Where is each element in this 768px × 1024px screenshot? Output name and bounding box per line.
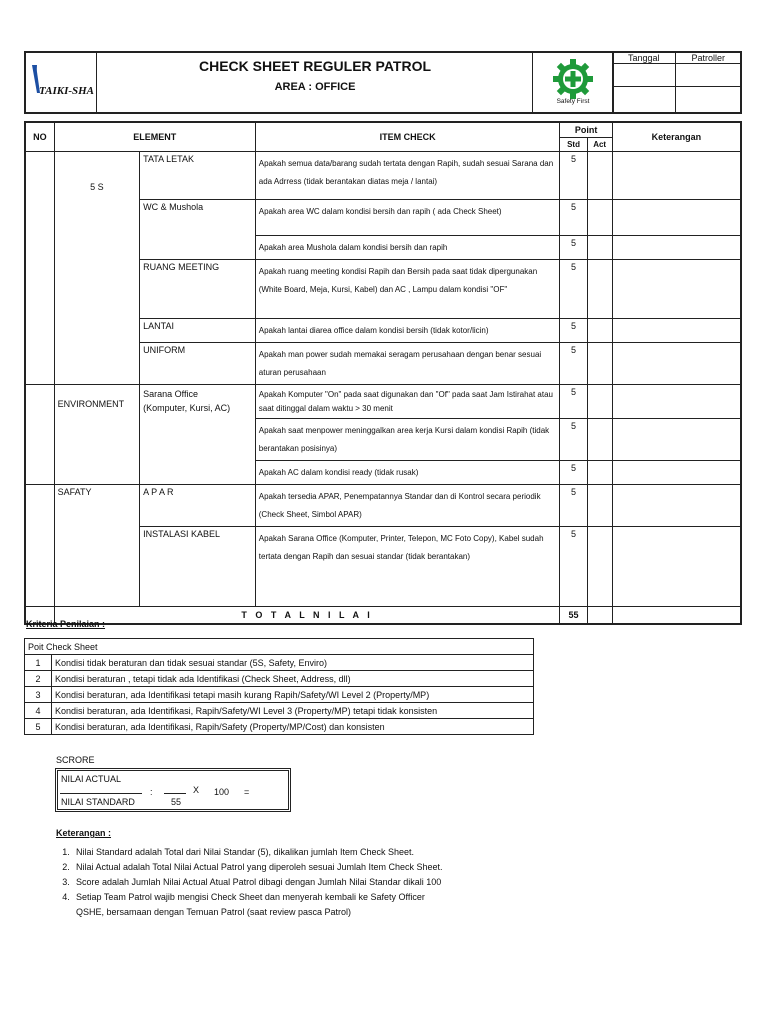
no-cell — [25, 152, 54, 385]
patroller-label: Patroller — [675, 52, 741, 64]
col-std: Std — [560, 138, 587, 152]
std-value: 5 — [560, 343, 587, 385]
element-tata-letak: TATA LETAK — [140, 152, 256, 200]
element-ruang-meeting: RUANG MEETING — [140, 260, 256, 319]
act-input[interactable] — [587, 236, 612, 260]
keterangan-input[interactable] — [612, 319, 741, 343]
equals-sign: = — [244, 787, 250, 797]
std-value: 5 — [560, 419, 587, 461]
nilai-actual-label: NILAI ACTUAL — [61, 774, 122, 784]
col-element: ELEMENT — [54, 122, 255, 152]
keterangan-input[interactable] — [612, 152, 741, 200]
group-5s: 5 S — [54, 152, 139, 385]
act-input[interactable] — [587, 152, 612, 200]
keterangan-heading: Keterangan : — [56, 828, 112, 838]
col-no: NO — [25, 122, 54, 152]
std-value: 5 — [560, 236, 587, 260]
group-safaty: SAFATY — [54, 485, 139, 607]
col-item-check: ITEM CHECK — [255, 122, 560, 152]
kriteria-text: Kondisi beraturan, ada Identifikasi, Rapih/Safety (Property/MP/Cost) dan konsisten — [52, 719, 534, 735]
std-value: 5 — [560, 200, 587, 236]
keterangan-input[interactable] — [612, 485, 741, 527]
element-instalasi-kabel: INSTALASI KABEL — [140, 527, 256, 607]
item-check: Apakah saat menpower meninggalkan area kerja Kursi dalam kondisi Rapih (tidak berantakan posisinya) — [255, 419, 560, 461]
kriteria-number: 2 — [25, 671, 52, 687]
kriteria-table-header: Poit Check Sheet — [25, 639, 534, 655]
standard-value: 55 — [171, 797, 182, 807]
list-item: 2. Nilai Actual adalah Total Nilai Actual Patrol yang diperoleh sesuai Jumlah Item Check Sheet. — [62, 862, 443, 872]
kriteria-text: Kondisi tidak beraturan dan tidak sesuai standar (5S, Safety, Enviro) — [52, 655, 534, 671]
item-check: Apakah AC dalam kondisi ready (tidak rusak) — [255, 461, 560, 485]
std-value: 5 — [560, 485, 587, 527]
fraction-line-2 — [164, 793, 186, 794]
tanggal-field[interactable] — [613, 64, 676, 86]
item-check: Apakah man power sudah memakai seragam perusahaan dengan benar sesuai aturan perusahaan — [255, 343, 560, 385]
kriteria-heading: Kriteria Penilaian : — [26, 619, 106, 629]
keterangan-input[interactable] — [612, 200, 741, 236]
keterangan-input[interactable] — [612, 260, 741, 319]
keterangan-input[interactable] — [612, 461, 741, 485]
std-value: 5 — [560, 260, 587, 319]
element-sarana-office: Sarana Office (Komputer, Kursi, AC) — [140, 385, 256, 485]
total-keterangan[interactable] — [612, 607, 741, 624]
item-check: Apakah area WC dalam kondisi bersih dan rapih ( ada Check Sheet) — [255, 200, 560, 236]
total-act-input[interactable] — [587, 607, 612, 624]
keterangan-input[interactable] — [612, 385, 741, 419]
item-check: Apakah ruang meeting kondisi Rapih dan Bersih pada saat tidak dipergunakan (White Board, Meja, Kursi, Kabel) dan AC , Lampu dalam kondisi "OF" — [255, 260, 560, 319]
item-check: Apakah Sarana Office (Komputer, Printer, Telepon, MC Foto Copy), Kabel sudah tertata dengan Rapih dan sesuai standar (tidak berantakan) — [255, 527, 560, 607]
element-wc-mushola: WC & Mushola — [140, 200, 256, 260]
keterangan-input[interactable] — [612, 343, 741, 385]
std-value: 5 — [560, 385, 587, 419]
kriteria-number: 1 — [25, 655, 52, 671]
group-environment: ENVIRONMENT — [54, 385, 139, 485]
colon-sign: : — [150, 787, 153, 797]
element-lantai: LANTAI — [140, 319, 256, 343]
svg-text:Safety First: Safety First — [556, 98, 590, 105]
col-point: Point — [560, 122, 612, 138]
std-value: 5 — [560, 527, 587, 607]
act-input[interactable] — [587, 461, 612, 485]
col-keterangan: Keterangan — [612, 122, 741, 152]
element-apar: A P A R — [140, 485, 256, 527]
company-logo — [26, 53, 97, 112]
act-input[interactable] — [587, 319, 612, 343]
item-check: Apakah Komputer "On" pada saat digunakan dan "Of" pada saat Jam Istirahat atau saat ditinggal dalam waktu > 30 menit — [255, 385, 560, 419]
patroller-field-1[interactable] — [675, 64, 741, 86]
kriteria-table — [24, 638, 534, 735]
act-input[interactable] — [587, 200, 612, 236]
kriteria-text: Kondisi beraturan, ada Identifikasi, Rapih/Safety/WI Level 3 (Property/MP) tetapi tidak konsisten — [52, 703, 534, 719]
act-input[interactable] — [587, 527, 612, 607]
nilai-standard-label: NILAI STANDARD — [61, 797, 135, 807]
std-value: 5 — [560, 319, 587, 343]
patroller-field-2[interactable] — [675, 86, 741, 113]
list-item: QSHE, bersamaan dengan Temuan Patrol (saat review pasca Patrol) — [76, 907, 351, 917]
keterangan-input[interactable] — [612, 527, 741, 607]
signature-table — [612, 51, 742, 114]
act-input[interactable] — [587, 385, 612, 419]
list-item: 1. Nilai Standard adalah Total dari Nilai Standar (5), dikalikan jumlah Item Check Sheet. — [62, 847, 415, 857]
hundred-value: 100 — [214, 787, 230, 797]
safety-first-logo — [533, 53, 614, 112]
area-label: AREA : OFFICE — [274, 81, 356, 93]
score-formula-box — [55, 768, 291, 812]
std-value: 5 — [560, 461, 587, 485]
item-check: Apakah area Mushola dalam kondisi bersih dan rapih — [255, 236, 560, 260]
act-input[interactable] — [587, 419, 612, 461]
total-label: T O T A L N I L A I — [54, 607, 560, 624]
item-check: Apakah lantai diarea office dalam kondisi bersih (tidak kotor/licin) — [255, 319, 560, 343]
item-check: Apakah tersedia APAR, Penempatannya Standar dan di Kontrol secara periodik (Check Sheet, Simbol APAR) — [255, 485, 560, 527]
kriteria-number: 4 — [25, 703, 52, 719]
no-cell — [25, 385, 54, 485]
keterangan-input[interactable] — [612, 236, 741, 260]
tanggal-field-2[interactable] — [613, 86, 676, 113]
kriteria-number: 5 — [25, 719, 52, 735]
check-sheet-table — [24, 121, 742, 625]
total-std-value: 55 — [560, 607, 587, 624]
title-block — [98, 53, 533, 112]
keterangan-list — [56, 845, 576, 920]
list-item: 4. Setiap Team Patrol wajib mengisi Check Sheet dan menyerah kembali ke Safety Officer — [62, 892, 425, 902]
keterangan-input[interactable] — [612, 419, 741, 461]
svg-text:TAIKI-SHA: TAIKI-SHA — [39, 85, 95, 97]
tanggal-label: Tanggal — [613, 52, 676, 64]
act-input[interactable] — [587, 343, 612, 385]
fraction-line — [60, 793, 142, 794]
std-value: 5 — [560, 152, 587, 200]
kriteria-text: Kondisi beraturan, ada Identifikasi tetapi masih kurang Rapih/Safety/WI Level 2 (Property/MP) — [52, 687, 534, 703]
no-cell — [25, 485, 54, 607]
list-item: 3. Score adalah Jumlah Nilai Actual Atual Patrol dibagi dengan Jumlah Nilai Standar dikali 100 — [62, 877, 442, 887]
col-act: Act — [587, 138, 612, 152]
act-input[interactable] — [587, 260, 612, 319]
times-sign: X — [193, 785, 200, 795]
document-title: CHECK SHEET REGULER PATROL — [198, 58, 432, 74]
score-label: SCRORE — [56, 755, 95, 765]
element-uniform: UNIFORM — [140, 343, 256, 385]
kriteria-text: Kondisi beraturan , tetapi tidak ada Identifikasi (Check Sheet, Address, dll) — [52, 671, 534, 687]
act-input[interactable] — [587, 485, 612, 527]
item-check: Apakah semua data/barang sudah tertata dengan Rapih, sudah sesuai Sarana dan ada Adrress (tidak berantakan diatas meja / lantai) — [255, 152, 560, 200]
kriteria-number: 3 — [25, 687, 52, 703]
